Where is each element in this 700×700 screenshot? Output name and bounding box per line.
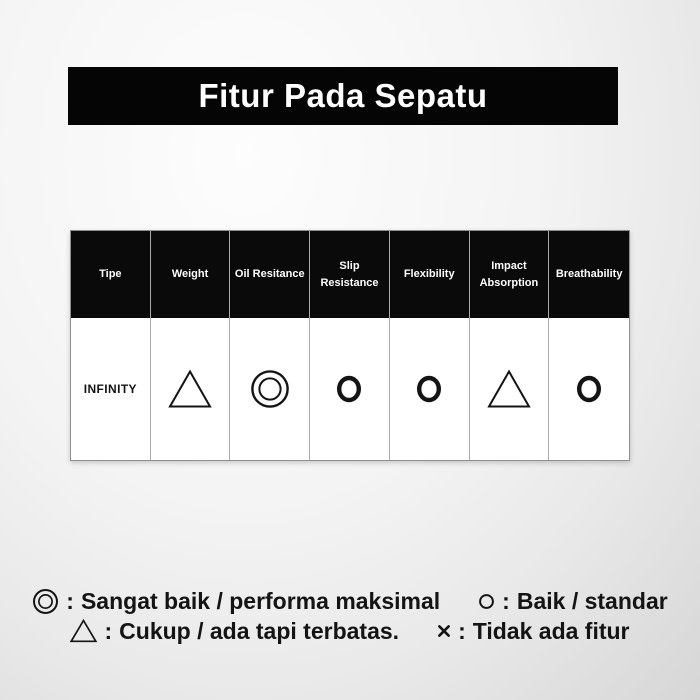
- cell-breathability-rating: [549, 318, 629, 460]
- triangle-icon: [70, 619, 97, 643]
- row-label: INFINITY: [83, 382, 137, 396]
- circle-icon: [478, 593, 495, 610]
- legend-separator: :: [502, 588, 510, 614]
- legend-separator: :: [66, 588, 74, 614]
- header-cell-tipe: Tipe: [71, 231, 151, 318]
- feature-table: [70, 230, 630, 461]
- legend-item-sangat-baik: [32, 586, 440, 616]
- legend-label: Tidak ada fitur: [472, 618, 630, 644]
- header-cell-oil-resistance: Oil Resitance: [230, 231, 310, 318]
- double-circle-icon: [249, 368, 291, 410]
- legend-label: Baik / standar: [516, 588, 668, 614]
- legend-label: Cukup / ada tapi terbatas.: [119, 618, 400, 644]
- x-mark-icon: [437, 624, 451, 638]
- triangle-icon: [168, 369, 212, 409]
- circle-icon: [336, 375, 362, 403]
- header-cell-impact-absorption: Impact Absorption: [470, 231, 550, 318]
- legend-line-1: [32, 586, 667, 616]
- double-circle-icon: [32, 588, 59, 615]
- legend-label: Sangat baik / performa maksimal: [80, 588, 441, 614]
- header-cell-breathability: Breathability: [549, 231, 629, 318]
- page-title: Fitur Pada Sepatu: [198, 77, 488, 114]
- legend: [0, 586, 700, 646]
- cell-oil-resistance-rating: [230, 318, 310, 460]
- legend-item-baik: [478, 586, 668, 616]
- legend-item-tidak-ada: [437, 616, 629, 646]
- legend-separator: :: [458, 618, 466, 644]
- circle-icon: [576, 375, 602, 403]
- cell-flexibility-rating: [390, 318, 470, 460]
- triangle-icon: [487, 369, 531, 409]
- cell-tipe: [71, 318, 151, 460]
- legend-line-2: [70, 616, 629, 646]
- header-cell-flexibility: Flexibility: [390, 231, 470, 318]
- circle-icon: [416, 375, 442, 403]
- title-bar: [68, 67, 618, 125]
- cell-weight-rating: [151, 318, 231, 460]
- legend-item-cukup: [70, 616, 399, 646]
- header-cell-weight: Weight: [151, 231, 231, 318]
- header-cell-slip-resistance: Slip Resistance: [310, 231, 390, 318]
- legend-separator: :: [104, 618, 113, 644]
- cell-impact-absorption-rating: [470, 318, 550, 460]
- cell-slip-resistance-rating: [310, 318, 390, 460]
